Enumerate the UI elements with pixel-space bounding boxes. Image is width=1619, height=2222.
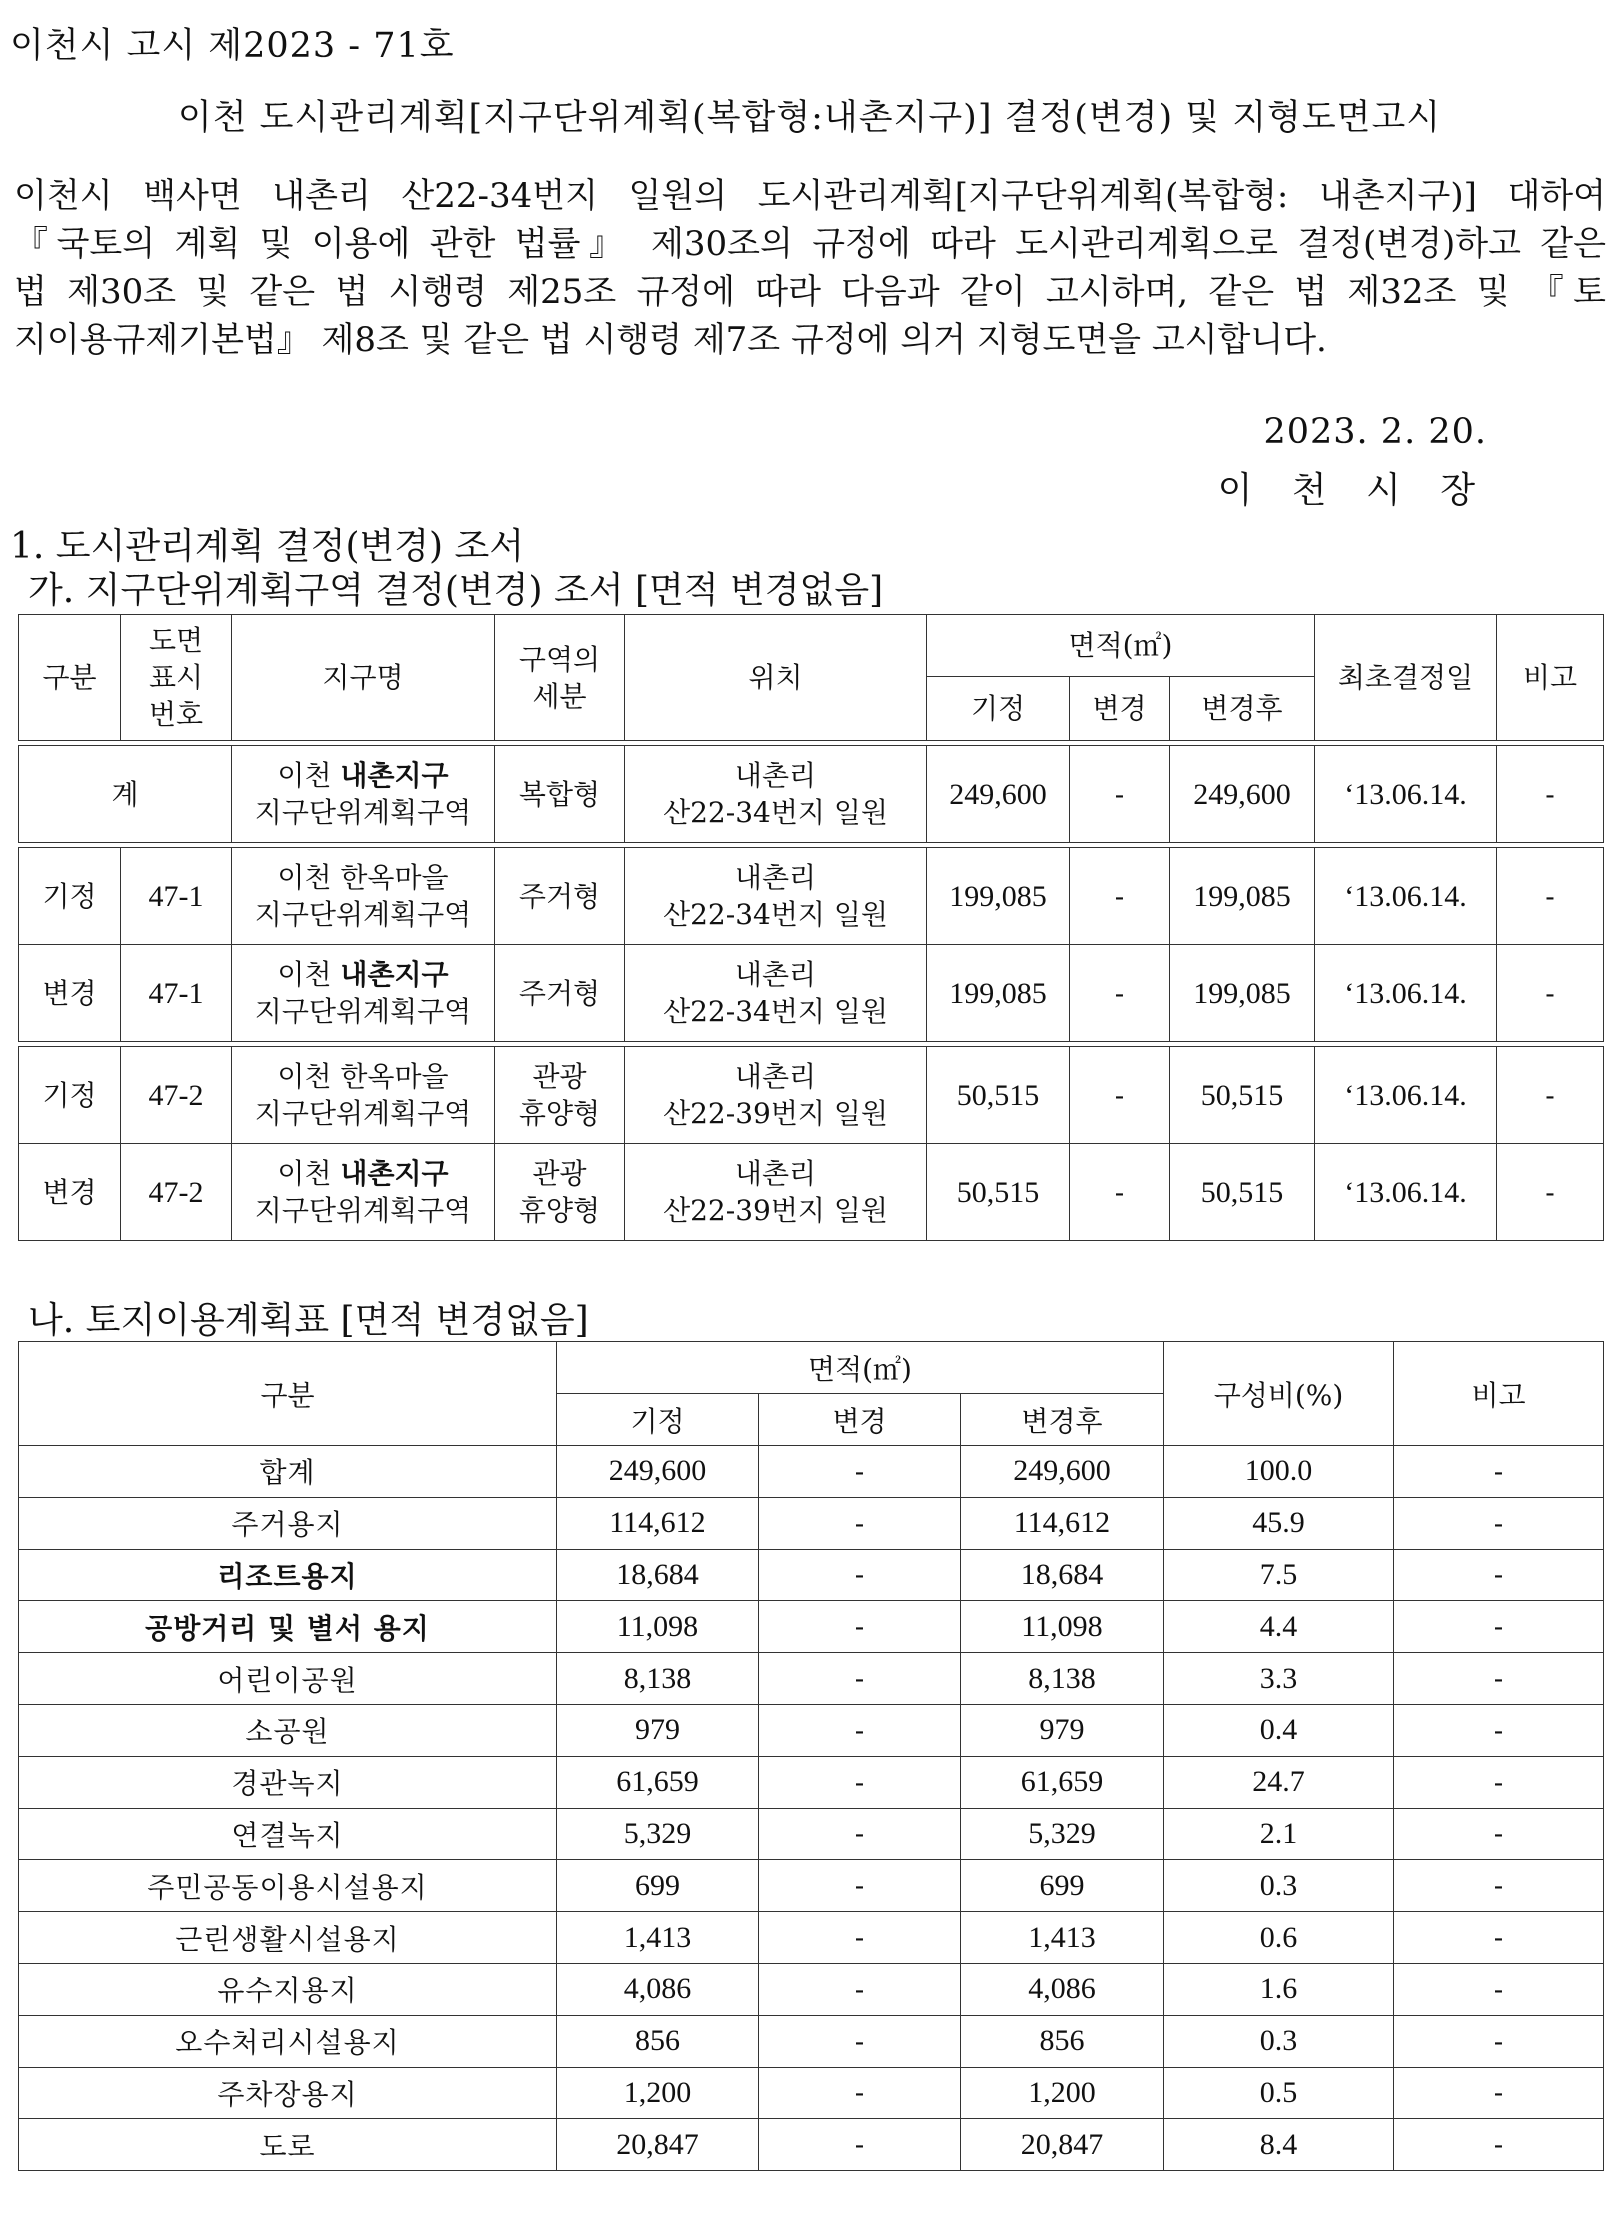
- after-cell: 199,085: [1170, 945, 1315, 1042]
- change-cell: -: [759, 1808, 961, 1860]
- ratio-cell: 100.0: [1164, 1446, 1394, 1498]
- map-no-cell: 47-2: [121, 1144, 232, 1241]
- header-change: 변경: [759, 1394, 961, 1446]
- header-existing: 기정: [557, 1394, 759, 1446]
- table-row: [19, 1549, 1604, 1601]
- category-cell: 도로: [19, 2119, 557, 2171]
- category-cell: 연결녹지: [19, 1808, 557, 1860]
- existing-cell: 8,138: [557, 1653, 759, 1705]
- category-cell: 어린이공원: [19, 1653, 557, 1705]
- body-line: 이천시 백사면 내촌리 산22-34번지 일원의 도시관리계획[지구단위계획(복합형: 내촌지구)] 대하여: [14, 176, 1606, 216]
- subdivision-cell: 주거형: [495, 945, 625, 1042]
- after-cell: 249,600: [1170, 746, 1315, 843]
- category-cell: 유수지용지: [19, 1963, 557, 2015]
- table-row: [19, 2015, 1604, 2067]
- existing-cell: 199,085: [927, 848, 1070, 945]
- after-cell: 856: [961, 2015, 1164, 2067]
- after-cell: 18,684: [961, 1549, 1164, 1601]
- remarks-cell: -: [1394, 1860, 1604, 1912]
- existing-cell: 249,600: [927, 746, 1070, 843]
- change-cell: -: [759, 1756, 961, 1808]
- after-cell: 5,329: [961, 1808, 1164, 1860]
- table-row: [19, 1756, 1604, 1808]
- header-after: 변경후: [1170, 677, 1315, 741]
- after-cell: 50,515: [1170, 1047, 1315, 1144]
- change-cell: -: [759, 1963, 961, 2015]
- district-name-cell: 이천 한옥마을 지구단위계획구역: [232, 1047, 495, 1144]
- date-cell: ‘13.06.14.: [1315, 1144, 1497, 1241]
- notice-number: 이천시 고시 제2023 - 71호: [10, 26, 455, 66]
- header-subdivision: 구역의 세분: [495, 615, 625, 741]
- change-cell: -: [1070, 945, 1170, 1042]
- change-cell: -: [759, 1549, 961, 1601]
- table-row: [19, 1144, 1604, 1241]
- division-cell: 변경: [19, 1144, 121, 1241]
- remarks-cell: -: [1497, 1047, 1604, 1144]
- ratio-cell: 0.3: [1164, 2015, 1394, 2067]
- table-row: [19, 1601, 1604, 1653]
- location-cell: 내촌리 산22-34번지 일원: [625, 945, 927, 1042]
- table-row: [19, 746, 1604, 843]
- header-location: 위치: [625, 615, 927, 741]
- subdivision-cell: 주거형: [495, 848, 625, 945]
- change-cell: -: [759, 1912, 961, 1964]
- section-1-title: 1. 도시관리계획 결정(변경) 조서: [10, 526, 525, 567]
- header-remarks: 비고: [1497, 615, 1604, 741]
- subdivision-cell: 관광 휴양형: [495, 1144, 625, 1241]
- body-line: 법 제30조 및 같은 법 시행령 제25조 규정에 따라 다음과 같이 고시하며, 같은 법 제32조 및 『토: [14, 272, 1606, 312]
- location-cell: 내촌리 산22-39번지 일원: [625, 1144, 927, 1241]
- table-row: [19, 1912, 1604, 1964]
- change-cell: -: [759, 2015, 961, 2067]
- total-label: 계: [19, 746, 232, 843]
- header-district-name: 지구명: [232, 615, 495, 741]
- date-cell: ‘13.06.14.: [1315, 945, 1497, 1042]
- table-row: [19, 2119, 1604, 2171]
- existing-cell: 1,413: [557, 1912, 759, 1964]
- after-cell: 979: [961, 1704, 1164, 1756]
- header-after: 변경후: [961, 1394, 1164, 1446]
- date-cell: ‘13.06.14.: [1315, 848, 1497, 945]
- ratio-cell: 0.6: [1164, 1912, 1394, 1964]
- header-existing: 기정: [927, 677, 1070, 741]
- location-cell: 내촌리 산22-34번지 일원: [625, 848, 927, 945]
- table-row: [19, 848, 1604, 945]
- existing-cell: 61,659: [557, 1756, 759, 1808]
- ratio-cell: 24.7: [1164, 1756, 1394, 1808]
- header-division: 구분: [19, 1342, 557, 1446]
- change-cell: -: [1070, 848, 1170, 945]
- table-row: [19, 1860, 1604, 1912]
- category-cell: 근린생활시설용지: [19, 1912, 557, 1964]
- after-cell: 114,612: [961, 1497, 1164, 1549]
- body-line: 지이용규제기본법』 제8조 및 같은 법 시행령 제7조 규정에 의거 지형도면을 고시합니다.: [14, 320, 1327, 360]
- existing-cell: 11,098: [557, 1601, 759, 1653]
- existing-cell: 50,515: [927, 1144, 1070, 1241]
- table-row: [19, 1047, 1604, 1144]
- header-area: 면적(㎡): [927, 615, 1315, 677]
- document-title: 이천 도시관리계획[지구단위계획(복합형:내촌지구)] 결정(변경) 및 지형도면고시: [177, 98, 1442, 138]
- location-cell: 내촌리 산22-34번지 일원: [625, 746, 927, 843]
- ratio-cell: 3.3: [1164, 1653, 1394, 1705]
- existing-cell: 20,847: [557, 2119, 759, 2171]
- ratio-cell: 0.3: [1164, 1860, 1394, 1912]
- header-remarks: 비고: [1394, 1342, 1604, 1446]
- table-row: [19, 1808, 1604, 1860]
- category-cell: 리조트용지: [19, 1549, 557, 1601]
- header-first-decision: 최초결정일: [1315, 615, 1497, 741]
- category-cell: 합계: [19, 1446, 557, 1498]
- category-cell: 주거용지: [19, 1497, 557, 1549]
- change-cell: -: [759, 1860, 961, 1912]
- after-cell: 199,085: [1170, 848, 1315, 945]
- header-ratio: 구성비(%): [1164, 1342, 1394, 1446]
- header-division: 구분: [19, 615, 121, 741]
- remarks-cell: -: [1394, 1756, 1604, 1808]
- section-1a-title: 가. 지구단위계획구역 결정(변경) 조서 [면적 변경없음]: [28, 570, 884, 611]
- remarks-cell: -: [1394, 1601, 1604, 1653]
- subdivision-cell: 복합형: [495, 746, 625, 843]
- remarks-cell: -: [1394, 1653, 1604, 1705]
- after-cell: 20,847: [961, 2119, 1164, 2171]
- ratio-cell: 8.4: [1164, 2119, 1394, 2171]
- location-cell: 내촌리 산22-39번지 일원: [625, 1047, 927, 1144]
- ratio-cell: 1.6: [1164, 1963, 1394, 2015]
- category-cell: 공방거리 및 별서 용지: [19, 1601, 557, 1653]
- table-row: [19, 945, 1604, 1042]
- after-cell: 4,086: [961, 1963, 1164, 2015]
- district-name-cell: 이천 내촌지구 지구단위계획구역: [232, 945, 495, 1042]
- existing-cell: 249,600: [557, 1446, 759, 1498]
- existing-cell: 699: [557, 1860, 759, 1912]
- ratio-cell: 0.4: [1164, 1704, 1394, 1756]
- existing-cell: 199,085: [927, 945, 1070, 1042]
- existing-cell: 856: [557, 2015, 759, 2067]
- division-cell: 기정: [19, 848, 121, 945]
- change-cell: -: [759, 1704, 961, 1756]
- change-cell: -: [759, 1497, 961, 1549]
- remarks-cell: -: [1394, 1912, 1604, 1964]
- category-cell: 오수처리시설용지: [19, 2015, 557, 2067]
- existing-cell: 979: [557, 1704, 759, 1756]
- existing-cell: 114,612: [557, 1497, 759, 1549]
- category-cell: 주차장용지: [19, 2067, 557, 2119]
- table-row: [19, 1446, 1604, 1498]
- ratio-cell: 2.1: [1164, 1808, 1394, 1860]
- remarks-cell: -: [1497, 945, 1604, 1042]
- remarks-cell: -: [1497, 1144, 1604, 1241]
- date-cell: ‘13.06.14.: [1315, 1047, 1497, 1144]
- district-name-cell: 이천 내촌지구 지구단위계획구역: [232, 1144, 495, 1241]
- change-cell: -: [759, 2067, 961, 2119]
- remarks-cell: -: [1394, 2119, 1604, 2171]
- existing-cell: 1,200: [557, 2067, 759, 2119]
- remarks-cell: -: [1394, 1808, 1604, 1860]
- remarks-cell: -: [1394, 1704, 1604, 1756]
- after-cell: 61,659: [961, 1756, 1164, 1808]
- header-map-no: 도면 표시 번호: [121, 615, 232, 741]
- table-row: [19, 2067, 1604, 2119]
- change-cell: -: [759, 1653, 961, 1705]
- header-area: 면적(㎡): [557, 1342, 1164, 1394]
- ratio-cell: 7.5: [1164, 1549, 1394, 1601]
- change-cell: -: [759, 2119, 961, 2171]
- notice-body: [14, 172, 1606, 364]
- section-1b-title: 나. 토지이용계획표 [면적 변경없음]: [28, 1300, 589, 1341]
- district-name-cell: 이천 내촌지구 지구단위계획구역: [232, 746, 495, 843]
- existing-cell: 4,086: [557, 1963, 759, 2015]
- notice-date: 2023. 2. 20.: [1263, 412, 1487, 452]
- change-cell: -: [1070, 746, 1170, 843]
- district-name-cell: 이천 한옥마을 지구단위계획구역: [232, 848, 495, 945]
- body-line: 『국토의 계획 및 이용에 관한 법률』 제30조의 규정에 따라 도시관리계획으로 결정(변경)하고 같은: [14, 224, 1606, 264]
- district-plan-table: [18, 614, 1604, 1241]
- after-cell: 8,138: [961, 1653, 1164, 1705]
- remarks-cell: -: [1394, 1549, 1604, 1601]
- category-cell: 소공원: [19, 1704, 557, 1756]
- after-cell: 699: [961, 1860, 1164, 1912]
- remarks-cell: -: [1394, 1963, 1604, 2015]
- remarks-cell: -: [1394, 1446, 1604, 1498]
- after-cell: 11,098: [961, 1601, 1164, 1653]
- table-row: [19, 1963, 1604, 2015]
- map-no-cell: 47-2: [121, 1047, 232, 1144]
- table-row: [19, 1653, 1604, 1705]
- remarks-cell: -: [1394, 1497, 1604, 1549]
- table-row: [19, 1704, 1604, 1756]
- date-cell: ‘13.06.14.: [1315, 746, 1497, 843]
- change-cell: -: [1070, 1047, 1170, 1144]
- subdivision-cell: 관광 휴양형: [495, 1047, 625, 1144]
- after-cell: 1,200: [961, 2067, 1164, 2119]
- ratio-cell: 4.4: [1164, 1601, 1394, 1653]
- change-cell: -: [759, 1446, 961, 1498]
- change-cell: -: [759, 1601, 961, 1653]
- remarks-cell: -: [1497, 848, 1604, 945]
- remarks-cell: -: [1394, 2015, 1604, 2067]
- after-cell: 249,600: [961, 1446, 1164, 1498]
- remarks-cell: -: [1394, 2067, 1604, 2119]
- after-cell: 50,515: [1170, 1144, 1315, 1241]
- land-use-table: [18, 1341, 1604, 2171]
- table-row: [19, 1497, 1604, 1549]
- division-cell: 기정: [19, 1047, 121, 1144]
- remarks-cell: -: [1497, 746, 1604, 843]
- category-cell: 경관녹지: [19, 1756, 557, 1808]
- category-cell: 주민공동이용시설용지: [19, 1860, 557, 1912]
- existing-cell: 18,684: [557, 1549, 759, 1601]
- map-no-cell: 47-1: [121, 848, 232, 945]
- ratio-cell: 45.9: [1164, 1497, 1394, 1549]
- division-cell: 변경: [19, 945, 121, 1042]
- issuer: 이 천 시 장: [1217, 470, 1489, 511]
- change-cell: -: [1070, 1144, 1170, 1241]
- header-change: 변경: [1070, 677, 1170, 741]
- existing-cell: 5,329: [557, 1808, 759, 1860]
- after-cell: 1,413: [961, 1912, 1164, 1964]
- ratio-cell: 0.5: [1164, 2067, 1394, 2119]
- existing-cell: 50,515: [927, 1047, 1070, 1144]
- map-no-cell: 47-1: [121, 945, 232, 1042]
